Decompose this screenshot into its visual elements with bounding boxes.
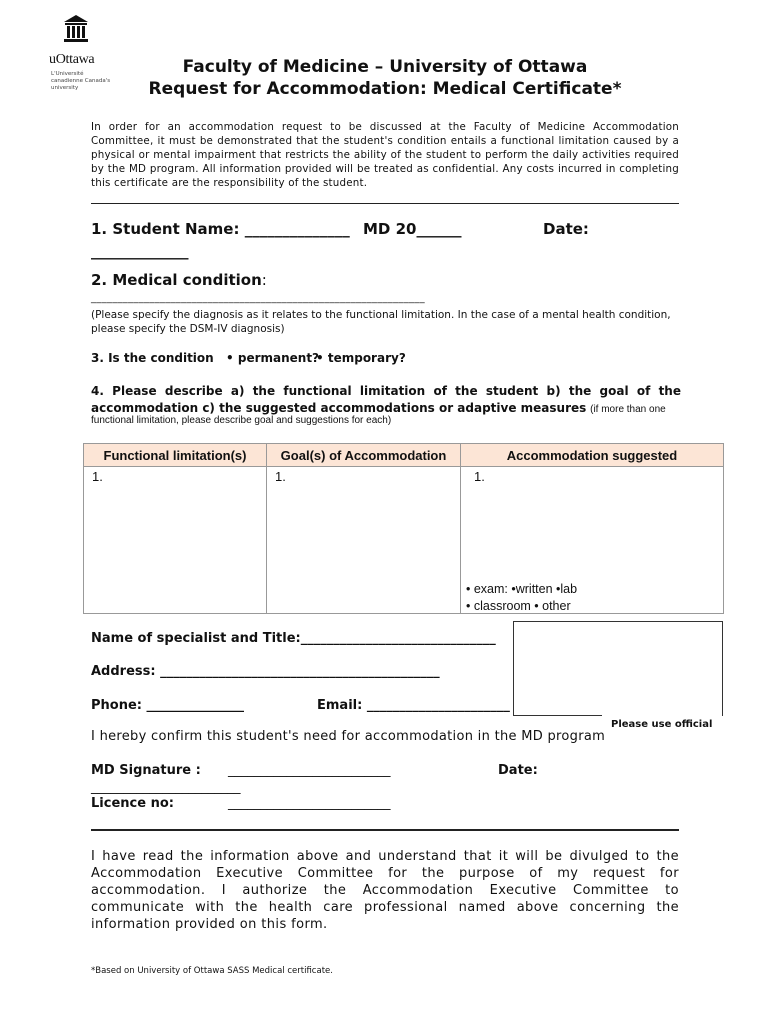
intro-paragraph: In order for an accommodation request to be discussed at the Faculty of Medicine Accommodation Committee, it must be demonstrated that the student's condition entails a functional limitation caused by a physical or mental impairment that restricts the ability of the student to perform the daily activities required by the MD program. All information provided will be treated as confidential. Any costs incurred in completing this certificate are the responsibility of the student. xyxy=(91,121,679,189)
page-title-line2: Request for Accommodation: Medical Certificate* xyxy=(148,79,622,99)
goal-cell[interactable]: 1. xyxy=(267,467,461,614)
accommodation-table xyxy=(83,443,724,614)
licence-field[interactable]: _________________________ xyxy=(228,796,391,811)
logo-subtext: L'Université canadienne Canada's university xyxy=(51,71,111,91)
signature-date-field[interactable]: _______________________ xyxy=(91,780,241,795)
accommodation-options[interactable] xyxy=(466,581,577,615)
describe-question: 4. Please describe a) the functional limitation of the student b) the goal of the accommodation c) the suggested accommodations or adaptive measures (if more than one xyxy=(91,384,681,415)
medical-condition-note: (Please specify the diagnosis as it relates to the functional limitation. In the case of a mental health condition, please specify the DSM-IV diagnosis) xyxy=(91,309,671,335)
options-classroom: • classroom • other xyxy=(466,599,571,613)
option-permanent[interactable]: • permanent? xyxy=(226,351,320,365)
md-signature-field[interactable]: _________________________ xyxy=(228,763,391,778)
medical-condition-field[interactable]: _______________________________________________________________ xyxy=(91,293,425,304)
option-temporary[interactable]: • temporary? xyxy=(316,351,406,365)
stamp-label: Please use official xyxy=(611,719,713,730)
confirm-statement: I hereby confirm this student's need for accommodation in the MD program xyxy=(91,729,606,744)
university-building-icon xyxy=(62,14,90,44)
footnote: *Based on University of Ottawa SASS Medical certificate. xyxy=(91,966,333,976)
date-label: Date: xyxy=(543,220,589,238)
header-accommodation-suggested: Accommodation suggested xyxy=(461,444,724,467)
signature-date-label: Date: xyxy=(498,763,538,778)
date-field[interactable]: _____________ xyxy=(91,242,189,260)
medical-condition-label: 2. Medical condition xyxy=(91,271,262,289)
page-title-line1: Faculty of Medicine – University of Ottawa xyxy=(182,57,588,77)
student-name-field[interactable]: 1. Student Name: ______________ xyxy=(91,220,350,238)
specialist-field[interactable]: Name of specialist and Title:______________________________ xyxy=(91,631,496,646)
consent-paragraph: I have read the information above and understand that it will be divulged to the Accommodation Executive Committee for the purpose of my request for accommodation. I authorize the Accommodation Executive Committee to communicate with the health care professional named above concerning the information provided on this form. xyxy=(91,849,679,932)
logo-wordmark: uOttawa xyxy=(49,52,95,67)
table-header-row xyxy=(84,444,724,467)
address-field[interactable]: Address: ___________________________________________ xyxy=(91,664,440,679)
divider xyxy=(91,203,679,204)
md-signature-label: MD Signature : xyxy=(91,763,201,778)
licence-label: Licence no: xyxy=(91,796,174,811)
official-stamp-box xyxy=(513,621,723,716)
table-row xyxy=(84,467,724,614)
functional-limitation-cell[interactable]: 1. xyxy=(84,467,267,614)
phone-field[interactable]: Phone: _______________ xyxy=(91,698,245,713)
md-year-field[interactable]: MD 20______ xyxy=(363,220,462,238)
options-exam: • exam: •written •lab xyxy=(466,582,578,596)
stamp-box-bottom xyxy=(513,715,602,716)
divider xyxy=(91,829,679,831)
describe-note: functional limitation, please describe goal and suggestions for each) xyxy=(91,415,392,426)
header-goals: Goal(s) of Accommodation xyxy=(267,444,461,467)
email-field[interactable]: Email: ______________________ xyxy=(317,698,510,713)
accommodation-cell[interactable]: 1. • exam: •written •lab • classroom • other xyxy=(461,467,724,614)
header-functional-limitation: Functional limitation(s) xyxy=(84,444,267,467)
condition-question: 3. Is the condition xyxy=(91,351,214,365)
